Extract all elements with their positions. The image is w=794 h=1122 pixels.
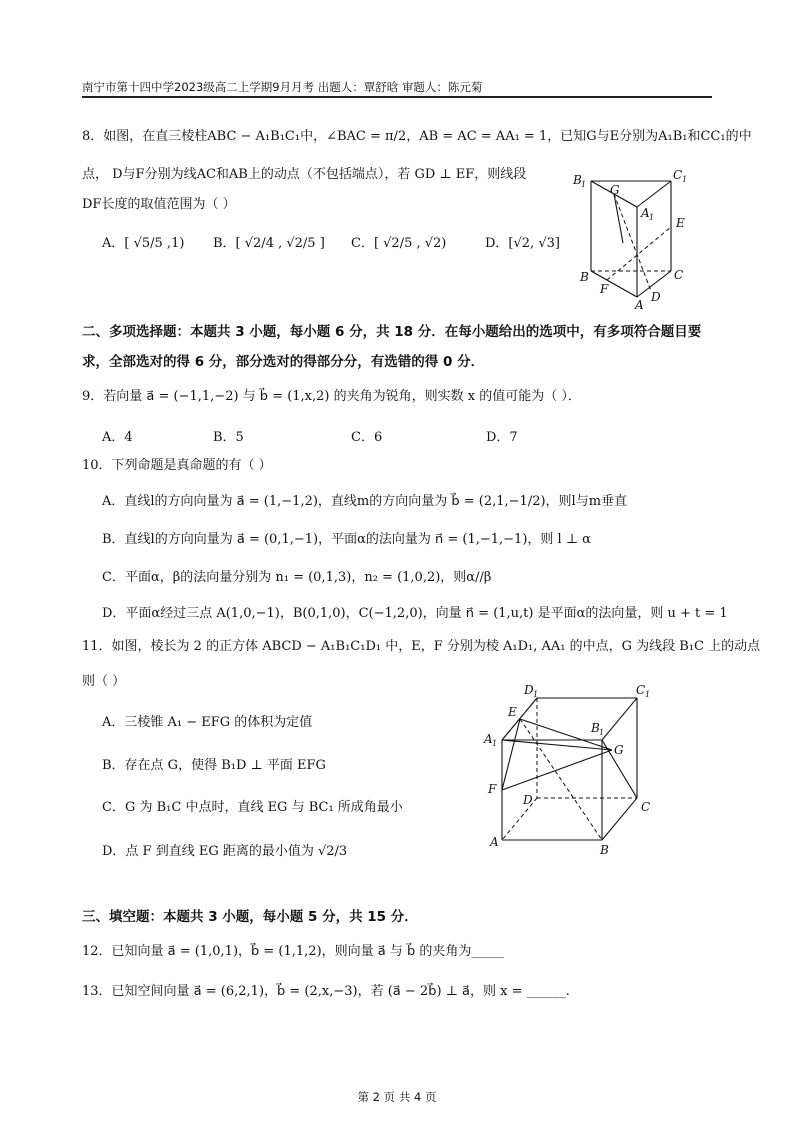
cube-label-d1: D [524,683,534,697]
q11-stem-line-1: 11．如图，棱长为 2 的正方体 ABCD − A₁B₁C₁D₁ 中，E，F 分别为棱 A₁D₁, AA₁ 的中点，G 为线段 B₁C 上的动点 [82,639,761,654]
q8-line-1: 8．如图，在直三棱柱ABC − A₁B₁C₁中，∠BAC = π/2，AB = AC = AA₁ = 1，已知G与E分别为A₁B₁和CC₁的中 [82,129,752,144]
q11-stem-line-2: 则（ ） [82,674,126,689]
cube-label-f: F [488,782,497,796]
prism-label-b1: B [573,173,582,187]
page-header: 南宁市第十四中学2023级高二上学期9月月考 出题人：覃舒晗 审题人：陈元菊 [82,80,483,94]
q9-option-b: B．5 [213,430,244,445]
cube-label-b1-sub: 1 [599,728,605,737]
page-footer: 第 2 页 共 4 页 [357,1090,437,1104]
cube-label-d: D [523,793,533,807]
prism-label-a1: A [641,206,650,220]
header-divider [82,96,712,98]
q12-stem: 12．已知向量 a⃗ = (1,0,1)，b⃗ = (1,1,2)，则向量 a⃗ 与 b⃗ 的夹角为_____ [82,944,504,959]
prism-label-c: C [674,268,684,282]
prism-label-b: B [580,270,589,284]
cube-figure [480,680,670,855]
prism-label-b1-sub: 1 [581,180,587,189]
prism-label-a1-sub: 1 [649,213,655,222]
q8-option-d: D．[√2, √3] [485,236,560,251]
q9-option-c: C．6 [351,430,383,445]
q10-option-d: D．平面α经过三点 A(1,0,−1)，B(0,1,0)，C(−1,2,0)，向量 n⃗ = (1,u,t) 是平面α的法向量，则 u + t = 1 [102,606,728,621]
q9-option-a: A．4 [102,430,133,445]
prism-label-a: A [635,298,644,312]
q8-line-3: DF长度的取值范围为（ ） [82,197,236,212]
prism-label-e: E [676,216,685,230]
q10-option-a: A．直线l的方向向量为 a⃗ = (1,−1,2)，直线m的方向向量为 b⃗ = (2,1,−1/2)，则l与m垂直 [102,494,628,509]
cube-label-d1-sub: 1 [533,690,539,699]
q9-option-d: D．7 [486,430,518,445]
cube-label-g: G [614,743,624,757]
q10-option-b: B．直线l的方向向量为 a⃗ = (0,1,−1)，平面α的法向量为 n⃗ = (1,−1,−1)，则 l ⊥ α [102,532,591,547]
cube-label-c1: C [636,683,646,697]
cube-label-a: A [490,835,499,849]
q8-option-a: A．[ √5/5 ,1) [102,236,185,251]
q11-option-d: D．点 F 到直线 EG 距离的最小值为 √2/3 [102,844,348,859]
cube-label-b1: B [591,721,600,735]
prism-label-f: F [600,282,609,296]
q11-option-a: A．三棱锥 A₁ − EFG 的体积为定值 [102,715,313,730]
q11-option-b: B．存在点 G，使得 B₁D ⊥ 平面 EFG [102,758,326,773]
prism-figure [565,165,715,310]
prism-label-c1-sub: 1 [682,175,688,184]
prism-label-d: D [651,290,661,304]
q8-line-2: 点， D与F分别为线AC和AB上的动点（不包括端点），若 GD ⊥ EF，则线段 [82,167,527,182]
section2-heading-line-1: 二、多项选择题：本题共 3 小题，每小题 6 分，共 18 分．在每小题给出的选项中，有多项符合题目要 [82,324,702,340]
q13-stem: 13．已知空间向量 a⃗ = (6,2,1)，b⃗ = (2,x,−3)，若 (a⃗ − 2b⃗) ⊥ a⃗，则 x = ______. [82,984,570,999]
q10-stem: 10．下列命题是真命题的有（ ） [82,458,272,473]
q10-option-c: C．平面α，β的法向量分别为 n₁ = (0,1,3)，n₂ = (1,0,2)，则α//β [102,570,492,585]
cube-label-a1: A [484,732,493,746]
prism-label-g: G [610,183,620,197]
q8-option-c: C．[ √2/5 , √2) [351,236,447,251]
cube-label-a1-sub: 1 [492,739,498,748]
q8-option-b: B．[ √2/4 , √2/5 ] [213,236,325,251]
prism-label-c1: C [673,168,683,182]
cube-label-e: E [508,705,517,719]
q9-stem: 9．若向量 a⃗ = (−1,1,−2) 与 b⃗ = (1,x,2) 的夹角为锐角，则实数 x 的值可能为（ ）． [82,389,581,404]
section2-heading-line-2: 求，全部选对的得 6 分，部分选对的得部分分，有选错的得 0 分． [82,354,485,370]
cube-label-c: C [641,800,651,814]
cube-label-c1-sub: 1 [645,690,651,699]
section3-heading: 三、填空题：本题共 3 小题，每小题 5 分，共 15 分． [82,909,418,925]
q11-option-c: C．G 为 B₁C 中点时，直线 EG 与 BC₁ 所成角最小 [102,800,403,815]
cube-label-b: B [600,843,609,857]
